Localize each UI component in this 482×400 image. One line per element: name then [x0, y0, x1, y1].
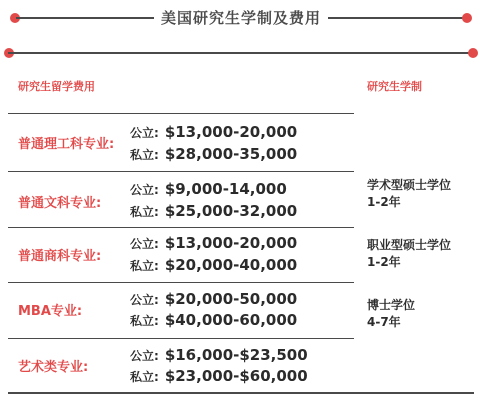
private-label: 私立:	[130, 370, 159, 384]
private-label: 私立:	[130, 314, 159, 328]
degree-type: 博士学位	[367, 298, 416, 312]
public-label: 公立:	[130, 237, 159, 251]
public-label: 公立:	[130, 349, 159, 363]
duration-header: 研究生学制	[367, 80, 422, 93]
private-fee	[130, 202, 297, 220]
private-fee	[130, 367, 308, 385]
category-label: 普通商科专业:	[18, 249, 102, 264]
private-value: $40,000-60,000	[164, 311, 298, 329]
row-divider	[8, 113, 354, 114]
public-fee	[130, 123, 297, 141]
row-divider	[8, 282, 354, 283]
public-value: $13,000-20,000	[164, 123, 298, 141]
degree-entry	[367, 297, 415, 331]
fees-header: 研究生留学费用	[18, 80, 95, 93]
public-value: $9,000-14,000	[164, 180, 287, 198]
public-fee	[130, 290, 297, 308]
degree-type: 职业型硕士学位	[367, 238, 452, 252]
private-fee	[130, 311, 297, 329]
category-label: 普通理工科专业:	[18, 137, 115, 152]
public-value: $16,000-$23,500	[164, 346, 308, 364]
public-fee	[130, 234, 297, 252]
degree-entry	[367, 237, 451, 271]
category-label: 艺术类专业:	[18, 360, 89, 375]
public-label: 公立:	[130, 183, 159, 197]
title-rule-left	[16, 17, 154, 19]
private-label: 私立:	[130, 205, 159, 219]
category-label: MBA专业:	[18, 304, 83, 319]
table-dot-right	[468, 48, 478, 58]
public-fee	[130, 180, 287, 198]
degree-entry	[367, 177, 451, 211]
title-bar	[0, 0, 482, 36]
public-label: 公立:	[130, 293, 159, 307]
table-top-rule	[8, 52, 474, 54]
title-dot-right	[462, 13, 472, 23]
private-value: $23,000-$60,000	[164, 367, 308, 385]
public-fee	[130, 346, 308, 364]
row-divider	[8, 338, 354, 339]
title-rule-right	[328, 17, 466, 19]
private-value: $20,000-40,000	[164, 256, 298, 274]
private-fee	[130, 256, 297, 274]
table-bottom-rule	[8, 392, 474, 394]
degree-years: 4-7年	[367, 315, 401, 329]
private-value: $25,000-32,000	[164, 202, 298, 220]
degree-type: 学术型硕士学位	[367, 178, 452, 192]
row-divider	[8, 171, 354, 172]
private-label: 私立:	[130, 148, 159, 162]
private-fee	[130, 145, 297, 163]
degree-years: 1-2年	[367, 255, 401, 269]
row-divider	[8, 227, 354, 228]
private-label: 私立:	[130, 259, 159, 273]
public-value: $13,000-20,000	[164, 234, 298, 252]
public-label: 公立:	[130, 126, 159, 140]
private-value: $28,000-35,000	[164, 145, 298, 163]
category-label: 普通文科专业:	[18, 196, 102, 211]
public-value: $20,000-50,000	[164, 290, 298, 308]
degree-years: 1-2年	[367, 195, 401, 209]
page-title: 美国研究生学制及费用	[160, 9, 321, 27]
